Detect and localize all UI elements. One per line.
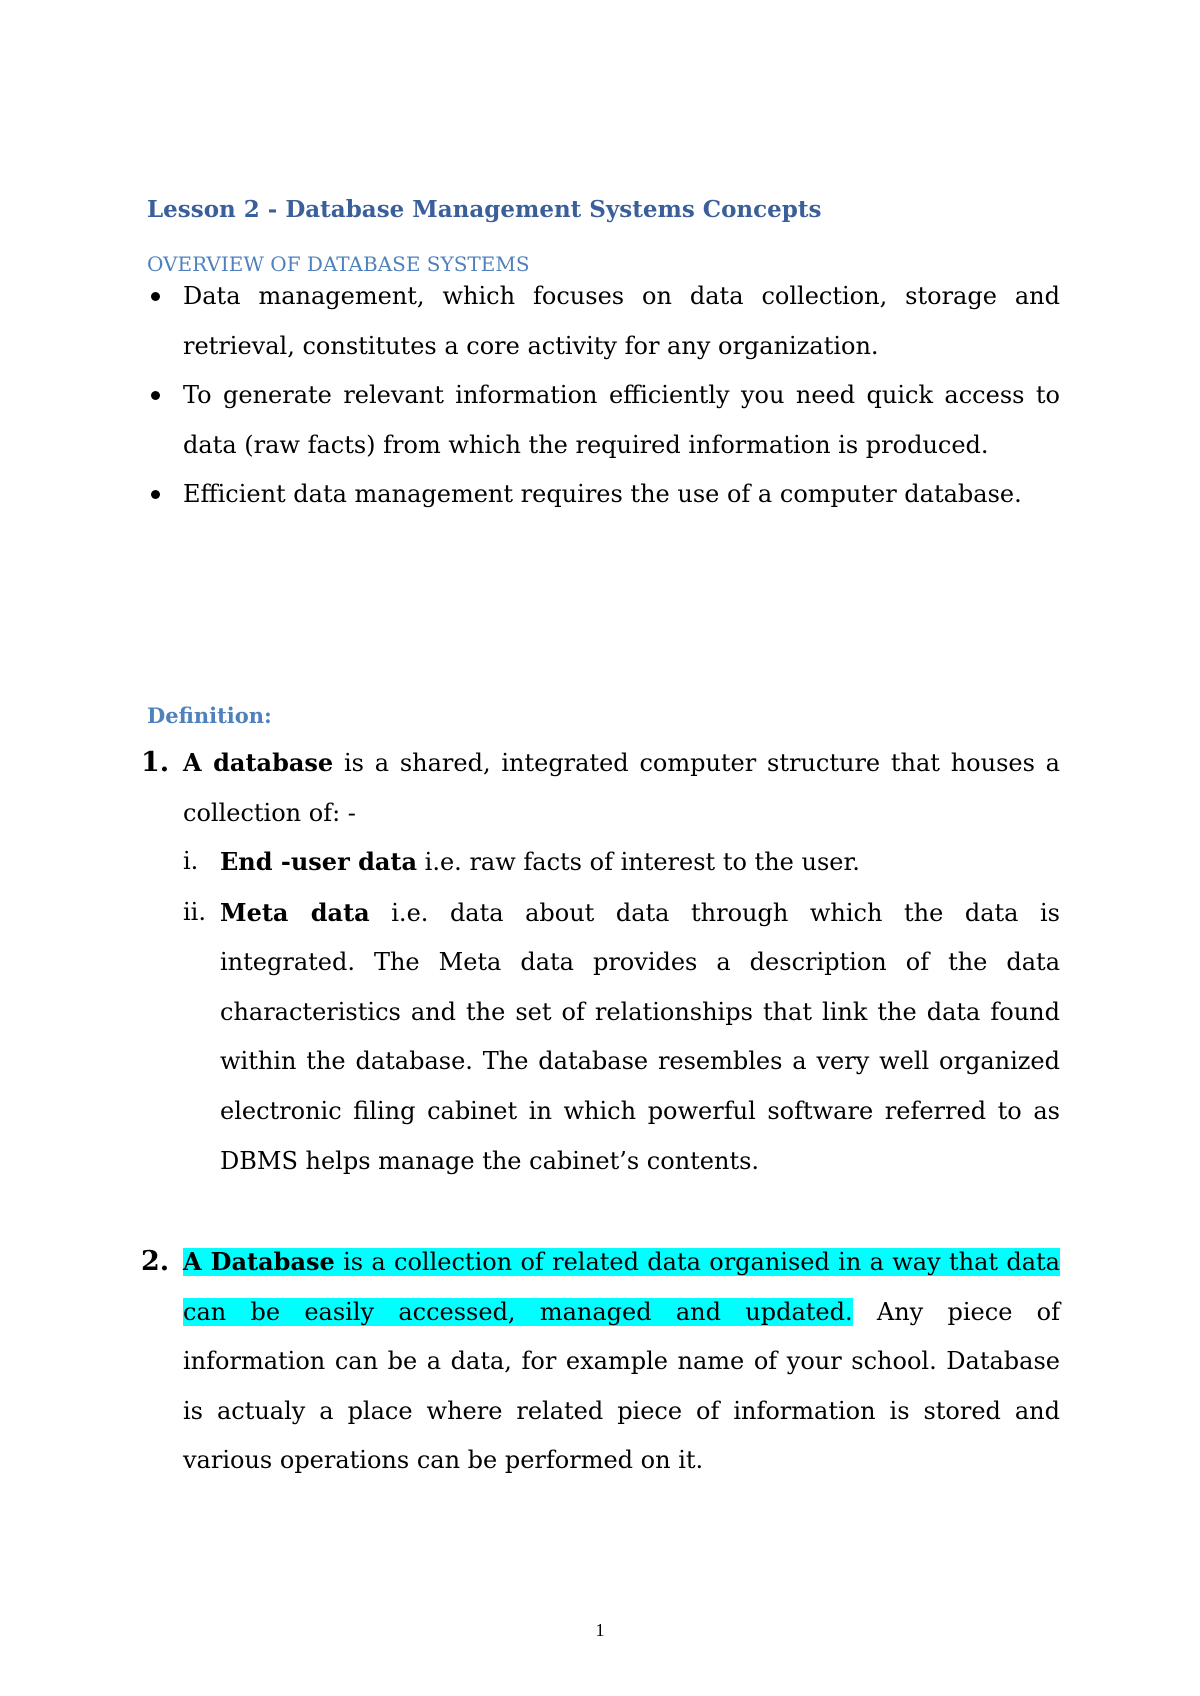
bullet-text: Efficient data management requires the use of a computer database. <box>183 480 1022 509</box>
definition-body: is a shared, integrated computer structure that houses a collection of: - <box>183 749 1060 827</box>
subitem-text: i.e. data about data through which the data is integrated. The Meta data provides a description of the data characteristics and the set of relationships that link the data found within the database. The database resembles a very well organized electronic filing cabinet in which powerful software referred to as DBMS helps manage the cabinet’s contents. <box>220 898 1060 1175</box>
definition-number: 2. <box>141 1246 170 1277</box>
list-item <box>183 888 1060 1187</box>
definition-term: A database <box>183 748 334 777</box>
definition-text <box>183 1237 1060 1486</box>
bullet-icon <box>151 391 160 400</box>
definition-subitems <box>183 837 1060 1186</box>
bullet-icon <box>151 292 160 301</box>
definition-highlighted-body: is a collection of related data organised in a way that data can be easily accessed, managed and updated. <box>183 1248 1060 1326</box>
bullet-icon <box>151 490 160 499</box>
definition-number: 1. <box>141 747 170 778</box>
subitem-number: ii. <box>183 897 206 926</box>
definition-term: A Database <box>183 1247 335 1276</box>
subitem-number: i. <box>183 847 199 875</box>
list-item <box>147 371 1060 470</box>
definition-heading: Definition: <box>147 703 272 728</box>
list-item <box>183 837 1060 888</box>
subitem-term: End -user data <box>220 847 418 876</box>
section-heading: OVERVIEW OF DATABASE SYSTEMS <box>147 252 530 276</box>
definition-text <box>183 738 1060 838</box>
list-item <box>147 470 1060 520</box>
definition-item-2 <box>141 1237 1061 1486</box>
bullet-text: To generate relevant information efficiently you need quick access to data (raw facts) from which the required information is produced. <box>183 381 1060 459</box>
bullet-list <box>147 272 1060 520</box>
page-number: 1 <box>595 1620 605 1640</box>
subitem-term: Meta data <box>220 897 370 927</box>
definition-body: Any piece of information can be a data, for example name of your school. Database is actualy a place where related piece of information is stored and various operations can be performed on it. <box>183 1297 1061 1475</box>
list-item <box>147 272 1060 371</box>
definition-item-1 <box>141 738 1060 838</box>
lesson-title: Lesson 2 - Database Management Systems Concepts <box>147 196 822 223</box>
subitem-text: i.e. raw facts of interest to the user. <box>417 848 860 876</box>
bullet-text: Data management, which focuses on data collection, storage and retrieval, constitutes a core activity for any organization. <box>183 282 1060 360</box>
